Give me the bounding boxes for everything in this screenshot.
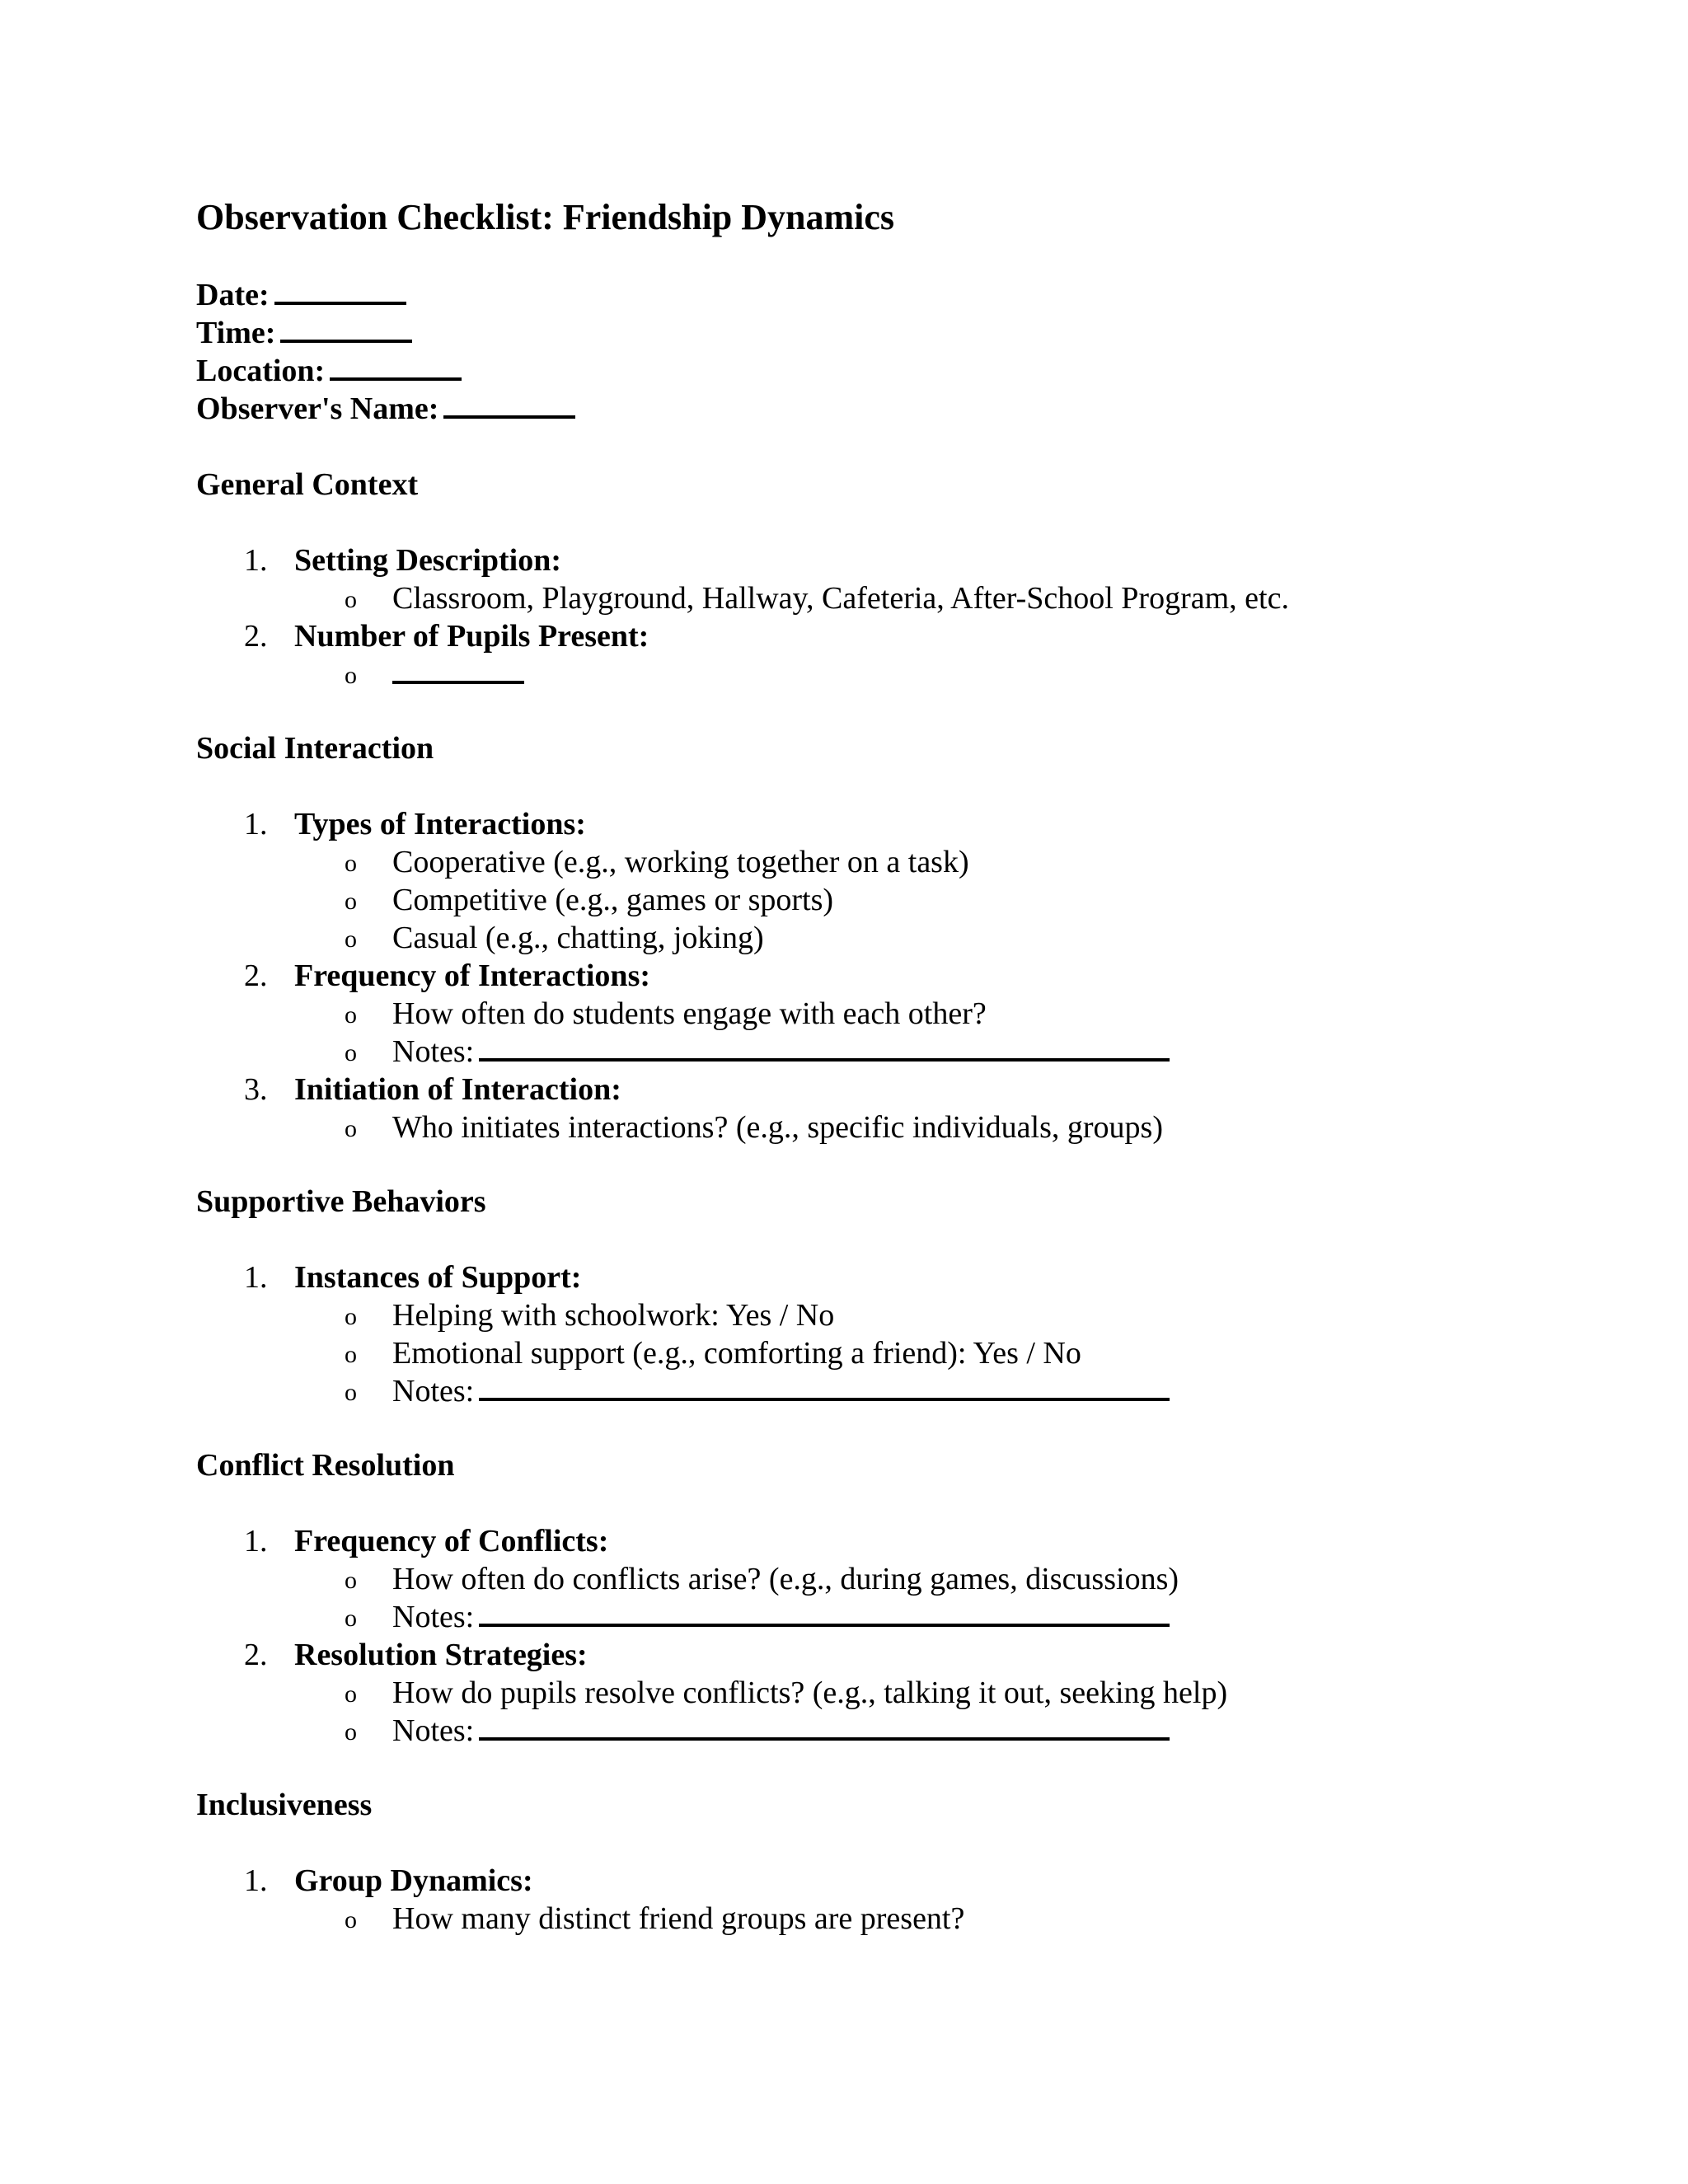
item-label-initiation-of-interaction: Initiation of Interaction:: [294, 1072, 621, 1107]
bullet-text: Who initiates interactions? (e.g., specific individuals, groups): [392, 1110, 1163, 1145]
bullet-icon: o: [345, 1379, 357, 1406]
notes-label: Notes:: [392, 1600, 475, 1634]
item-label-instances-of-support: Instances of Support:: [294, 1260, 582, 1295]
pupils-count-field: [387, 655, 524, 693]
bullet-icon: o: [345, 1906, 357, 1933]
bullet-text: How many distinct friend groups are present?: [392, 1901, 965, 1936]
observer-name-label: Observer's Name:: [196, 391, 439, 426]
bullet-text: Competitive (e.g., games or sports): [392, 883, 834, 917]
bullet-text: Casual (e.g., chatting, joking): [392, 921, 764, 955]
bullet-icon: o: [345, 1341, 357, 1368]
notes-field: [392, 1598, 1170, 1636]
item-label-frequency-of-conflicts: Frequency of Conflicts:: [294, 1524, 609, 1558]
bullet-text: How do pupils resolve conflicts? (e.g., talking it out, seeking help): [392, 1675, 1228, 1710]
bullet-icon: o: [345, 1718, 357, 1746]
observer-name-field: [196, 390, 575, 428]
item-number: 2.: [244, 958, 268, 993]
notes-field: [392, 1712, 1170, 1750]
bullet-text: Emotional support (e.g., comforting a friend): Yes / No: [392, 1336, 1081, 1371]
bullet-text: How often do students engage with each other?: [392, 996, 987, 1031]
bullet-icon: o: [345, 1039, 357, 1066]
bullet-text: How often do conflicts arise? (e.g., during games, discussions): [392, 1562, 1179, 1596]
notes-label: Notes:: [392, 1034, 475, 1069]
notes-label: Notes:: [392, 1713, 475, 1748]
notes-blank: [479, 1599, 1170, 1627]
observer-name-blank: [443, 391, 575, 419]
notes-label: Notes:: [392, 1374, 475, 1408]
bullet-icon: o: [345, 1001, 357, 1029]
notes-blank: [479, 1033, 1170, 1062]
section-heading-general-context: General Context: [196, 467, 419, 502]
time-blank: [280, 315, 412, 343]
item-number: 1.: [244, 1524, 268, 1558]
section-heading-supportive-behaviors: Supportive Behaviors: [196, 1184, 486, 1219]
bullet-icon: o: [345, 586, 357, 613]
bullet-icon: o: [345, 888, 357, 915]
bullet-icon: o: [345, 1680, 357, 1708]
item-label-frequency-of-interactions: Frequency of Interactions:: [294, 958, 651, 993]
item-number: 2.: [244, 619, 268, 654]
item-label-types-of-interactions: Types of Interactions:: [294, 807, 586, 841]
location-field: [196, 352, 462, 390]
item-number: 1.: [244, 1863, 268, 1898]
notes-field: [392, 1372, 1170, 1410]
section-heading-conflict-resolution: Conflict Resolution: [196, 1448, 455, 1483]
bullet-icon: o: [345, 1605, 357, 1632]
item-label-resolution-strategies: Resolution Strategies:: [294, 1638, 588, 1672]
item-number: 1.: [244, 543, 268, 578]
time-label: Time:: [196, 316, 276, 350]
bullet-icon: o: [345, 850, 357, 877]
location-label: Location:: [196, 354, 326, 388]
date-label: Date:: [196, 278, 270, 312]
bullet-icon: o: [345, 1303, 357, 1330]
item-label-number-of-pupils: Number of Pupils Present:: [294, 619, 649, 654]
document-title: Observation Checklist: Friendship Dynamics: [196, 197, 895, 237]
section-heading-social-interaction: Social Interaction: [196, 731, 434, 766]
item-number: 1.: [244, 1260, 268, 1295]
bullet-icon: o: [345, 1567, 357, 1594]
location-blank: [330, 353, 462, 381]
bullet-text: Classroom, Playground, Hallway, Cafeteria, After-School Program, etc.: [392, 581, 1289, 616]
notes-blank: [479, 1373, 1170, 1401]
section-heading-inclusiveness: Inclusiveness: [196, 1788, 373, 1822]
bullet-text: Helping with schoolwork: Yes / No: [392, 1298, 835, 1333]
date-field: [196, 276, 406, 314]
item-number: 2.: [244, 1638, 268, 1672]
item-number: 1.: [244, 807, 268, 841]
time-field: [196, 314, 412, 352]
item-number: 3.: [244, 1072, 268, 1107]
notes-blank: [479, 1713, 1170, 1741]
bullet-icon: o: [345, 926, 357, 953]
bullet-text: Cooperative (e.g., working together on a task): [392, 845, 969, 879]
bullet-icon: o: [345, 662, 357, 689]
item-label-setting-description: Setting Description:: [294, 543, 562, 578]
pupils-count-blank: [392, 656, 524, 684]
bullet-icon: o: [345, 1115, 357, 1142]
item-label-group-dynamics: Group Dynamics:: [294, 1863, 533, 1898]
date-blank: [274, 277, 406, 305]
notes-field: [392, 1033, 1170, 1071]
